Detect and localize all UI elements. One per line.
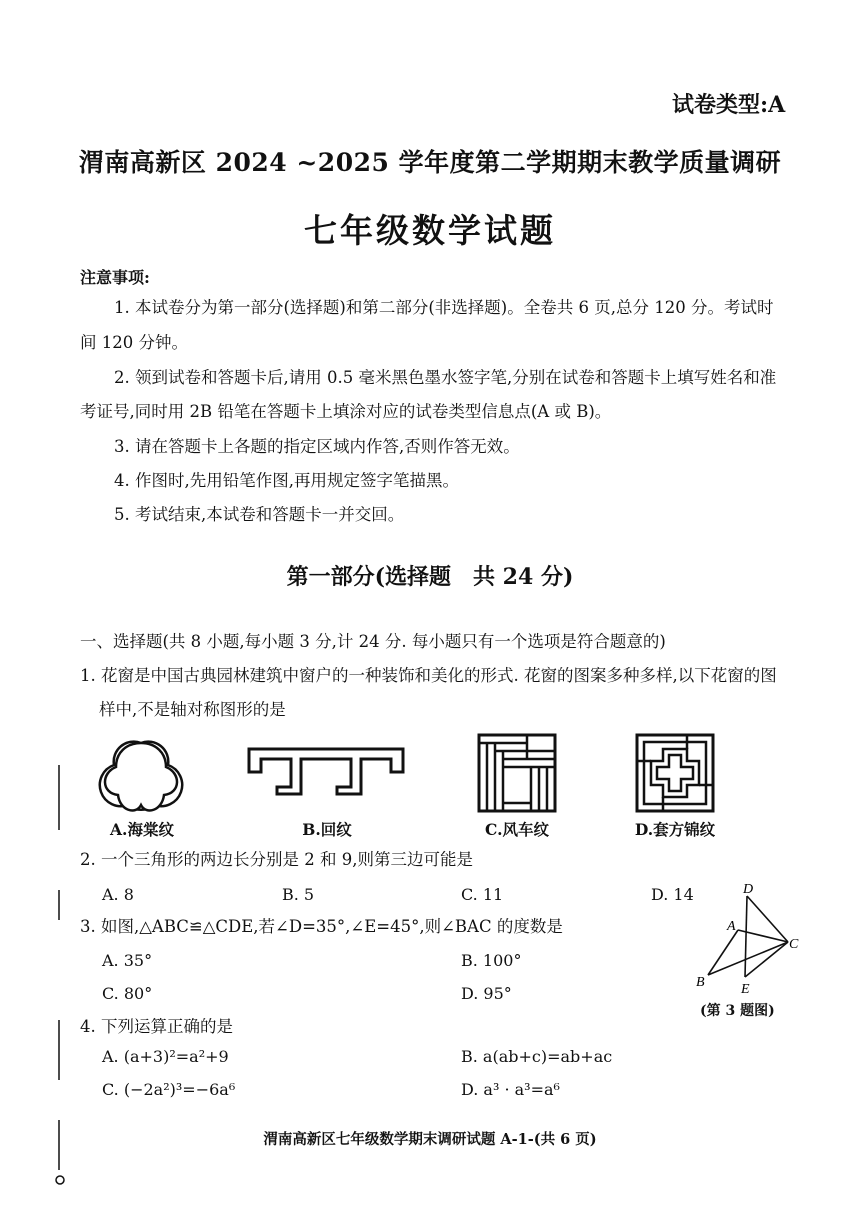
question-4-stem: 4. 下列运算正确的是 xyxy=(80,1017,233,1036)
huiwen-pattern-figure xyxy=(246,746,406,798)
option: C. 11 xyxy=(461,885,504,904)
notice-line: 5. 考试结束,本试卷和答题卡一并交回。 xyxy=(114,505,405,524)
option: D. a³ · a³=a⁶ xyxy=(461,1080,560,1099)
notice-line: 间 120 分钟。 xyxy=(80,333,188,352)
option-label: B.回纹 xyxy=(302,820,352,839)
question-1-stem: 1. 花窗是中国古典园林建筑中窗户的一种装饰和美化的形式. 花窗的图案多种多样,以下花窗的图 xyxy=(80,666,777,685)
point-label-d: D xyxy=(743,882,754,897)
taofang-pattern-figure xyxy=(635,733,715,813)
option: B. a(ab+c)=ab+ac xyxy=(461,1047,613,1066)
option: B. 100° xyxy=(461,951,522,970)
option: D. 14 xyxy=(651,885,694,904)
point-label-c: C xyxy=(789,937,799,952)
binding-margin-marks xyxy=(50,760,72,1190)
option: A. 8 xyxy=(102,885,134,904)
exam-title: 渭南高新区 2024 ~2025 学年度第二学期期末教学质量调研 xyxy=(78,148,782,177)
option-label: A.海棠纹 xyxy=(110,820,174,839)
section-instruction: 一、选择题(共 8 小题,每小题 3 分,计 24 分. 每小题只有一个选项是符合题意的) xyxy=(80,632,666,651)
option: A. (a+3)²=a²+9 xyxy=(102,1047,229,1066)
notice-heading: 注意事项: xyxy=(80,268,150,287)
question-1-stem: 样中,不是轴对称图形的是 xyxy=(99,700,286,719)
exam-subtitle: 七年级数学试题 xyxy=(304,211,556,250)
notice-line: 1. 本试卷分为第一部分(选择题)和第二部分(非选择题)。全卷共 6 页,总分 120 分。考试时 xyxy=(114,298,774,317)
option-label: D.套方锦纹 xyxy=(634,820,716,839)
option: C. 80° xyxy=(102,984,153,1003)
question-3-stem: 3. 如图,△ABC≌△CDE,若∠D=35°,∠E=45°,则∠BAC 的度数是 xyxy=(80,917,563,936)
section-heading: 第一部分(选择题 共 24 分) xyxy=(286,564,574,590)
point-label-e: E xyxy=(741,982,750,997)
point-label-a: A xyxy=(727,919,736,934)
page-footer: 渭南高新区七年级数学期末调研试题 A-1-(共 6 页) xyxy=(263,1131,597,1148)
question-2-stem: 2. 一个三角形的两边长分别是 2 和 9,则第三边可能是 xyxy=(80,850,473,869)
fengche-pattern-figure xyxy=(477,733,557,813)
notice-line: 4. 作图时,先用铅笔作图,再用规定签字笔描黑。 xyxy=(114,471,459,490)
option: A. 35° xyxy=(102,951,153,970)
option-label: C.风车纹 xyxy=(485,820,549,839)
notice-line: 3. 请在答题卡上各题的指定区域内作答,否则作答无效。 xyxy=(114,437,520,456)
figure-caption: (第 3 题图) xyxy=(700,1003,775,1019)
point-label-b: B xyxy=(696,975,705,990)
notice-line: 考证号,同时用 2B 铅笔在答题卡上填涂对应的试卷类型信息点(A 或 B)。 xyxy=(80,402,612,421)
option: C. (−2a²)³=−6a⁶ xyxy=(102,1080,236,1099)
notice-line: 2. 领到试卷和答题卡后,请用 0.5 毫米黑色墨水签字笔,分别在试卷和答题卡上填写姓名和准 xyxy=(114,368,777,387)
paper-type-label: 试卷类型:A xyxy=(672,92,786,118)
haitang-pattern-figure xyxy=(96,735,186,817)
option: B. 5 xyxy=(282,885,315,904)
triangle-figure xyxy=(690,880,810,1000)
option: D. 95° xyxy=(461,984,512,1003)
